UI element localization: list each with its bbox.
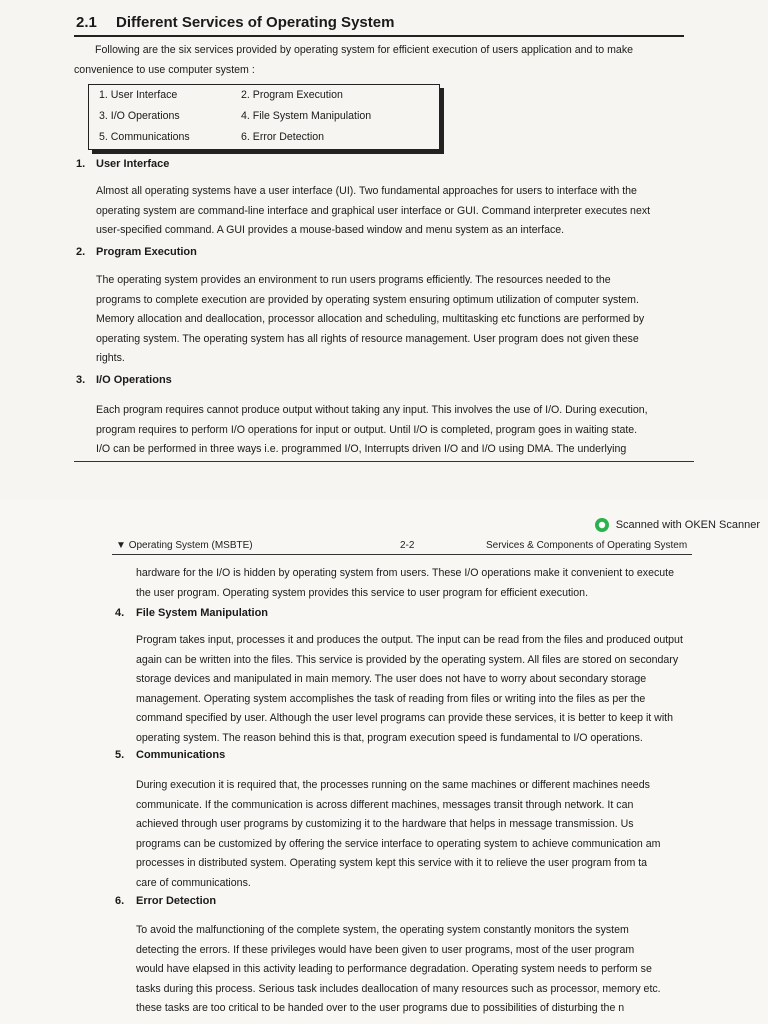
item-heading: Error Detection — [136, 895, 217, 907]
service-cell: 3. I/O Operations — [99, 110, 180, 122]
item-body — [136, 631, 698, 748]
body-line: tasks during this process. Serious task includes deallocation of many resources such as processor, memory etc. — [136, 982, 661, 995]
body-line: program requires to perform I/O operations for input or output. Until I/O is completed, program goes in waiting state. — [96, 423, 638, 436]
body-line: To avoid the malfunctioning of the complete system, the operating system constantly monitors the system — [136, 924, 629, 936]
body-line: operating system. The operating system has all rights of resource management. User program does not given these — [96, 332, 639, 345]
body-line: programs to complete execution are provided by operating system ensuring optimum utilization of computer system. — [96, 293, 639, 306]
body-line: The operating system provides an environment to run users programs efficiently. The resources needed to the — [96, 274, 611, 286]
title-underline — [74, 35, 684, 37]
body-line: again can be written into the files. This service is provided by the operating system. All files are stored on secondary — [136, 653, 679, 666]
service-cell: 5. Communications — [99, 131, 190, 143]
scanner-logo-icon — [594, 517, 610, 533]
item-body — [136, 921, 696, 1019]
service-cell: 1. User Interface — [99, 89, 178, 101]
scanner-watermark — [594, 517, 760, 533]
services-table — [88, 84, 440, 150]
body-line: I/O can be performed in three ways i.e. programmed I/O, Interrupts driven I/O and I/O using DMA. The underlying — [96, 443, 627, 455]
body-line: would have elapsed in this activity leading to performance degradation. Operating system needs to perform se — [136, 963, 652, 975]
service-cell: 4. File System Manipulation — [241, 110, 372, 122]
item-heading: I/O Operations — [96, 374, 172, 386]
item-heading: User Interface — [96, 158, 170, 170]
scanned-page-bottom — [0, 500, 768, 1024]
item-number: 4. — [115, 607, 125, 619]
body-line: Each program requires cannot produce output without taking any input. This involves the use of I/O. During execution, — [96, 404, 648, 416]
body-line: rights. — [96, 352, 125, 364]
running-head-left — [116, 540, 253, 551]
intro-line-2: convenience to use computer system : — [74, 64, 255, 76]
body-line: Memory allocation and deallocation, processor allocation and scheduling, multitasking etc functions are performed by — [96, 313, 645, 325]
item-body — [96, 182, 686, 241]
item-heading: File System Manipulation — [136, 607, 269, 619]
item-body — [136, 776, 696, 893]
scanned-page-top — [0, 0, 768, 500]
service-cell: 2. Program Execution — [241, 89, 343, 101]
item-body — [96, 401, 688, 460]
item-body — [96, 271, 686, 369]
item-number: 6. — [115, 895, 125, 907]
body-line: processes in distributed system. Operating system kept this service with it to relieve the user program from ta — [136, 857, 648, 869]
page-bottom-rule — [74, 461, 694, 462]
body-line: user-specified command. A GUI provides a mouse-based window and menu system as an interface. — [96, 224, 565, 236]
page-number: 2-2 — [400, 540, 415, 551]
section-number: 2.1 — [76, 14, 97, 31]
continuation-text — [136, 564, 696, 603]
item-heading: Program Execution — [96, 246, 197, 258]
body-line: command specified by user. Although the user level programs can provide these services, it is better to keep it with — [136, 712, 674, 724]
body-line: hardware for the I/O is hidden by operating system from users. These I/O operations make it convenient to execute — [136, 567, 675, 579]
section-title: Different Services of Operating System — [116, 14, 395, 31]
body-line: Program takes input, processes it and produces the output. The input can be read from the files and produced output — [136, 634, 683, 646]
body-line: detecting the errors. If these privileges would have been given to user programs, most of the user program — [136, 943, 635, 956]
body-line: these tasks are too critical to be handed over to the user programs due to possibilities of disturbing the n — [136, 1002, 625, 1014]
body-line: achieved through user programs by customizing it to the hardware that helps in message transmission. Us — [136, 818, 634, 830]
running-head-right: Services & Components of Operating System — [486, 540, 688, 551]
running-head-rule — [112, 554, 692, 555]
body-line: programs can be customized by offering the service interface to operating system to achieve communication am — [136, 837, 661, 850]
item-number: 3. — [76, 374, 86, 386]
item-number: 2. — [76, 246, 86, 258]
body-line: operating system. The reason behind this is that, program execution speed is fundamental to I/O operations. — [136, 731, 643, 744]
item-number: 1. — [76, 158, 86, 170]
body-line: management. Operating system accomplishes the task of reading from files or writing into the files as per the — [136, 692, 646, 705]
scanner-label: Scanned with OKEN Scanner — [615, 519, 760, 531]
body-line: operating system are command-line interface and graphical user interface or GUI. Command interpreter executes next — [96, 204, 651, 217]
body-line: care of communications. — [136, 876, 251, 889]
book-logo-icon: ▼ — [116, 540, 126, 551]
item-number: 5. — [115, 749, 125, 761]
service-cell: 6. Error Detection — [241, 131, 325, 143]
body-line: Almost all operating systems have a user interface (UI). Two fundamental approaches for users to interface with the — [96, 185, 637, 197]
body-line: During execution it is required that, the processes running on the same machines or different machines needs — [136, 779, 650, 791]
body-line: the user program. Operating system provides this service to user program for efficient execution. — [136, 586, 589, 599]
body-line: storage devices and manipulated in main memory. The user does not have to worry about secondary storage — [136, 673, 647, 685]
item-heading: Communications — [136, 749, 226, 761]
body-line: communicate. If the communication is across different machines, messages transit through network. It can — [136, 798, 634, 811]
running-head-title: Operating System (MSBTE) — [128, 540, 253, 551]
intro-line-1: Following are the six services provided by operating system for efficient execution of users application and to make — [95, 44, 634, 56]
